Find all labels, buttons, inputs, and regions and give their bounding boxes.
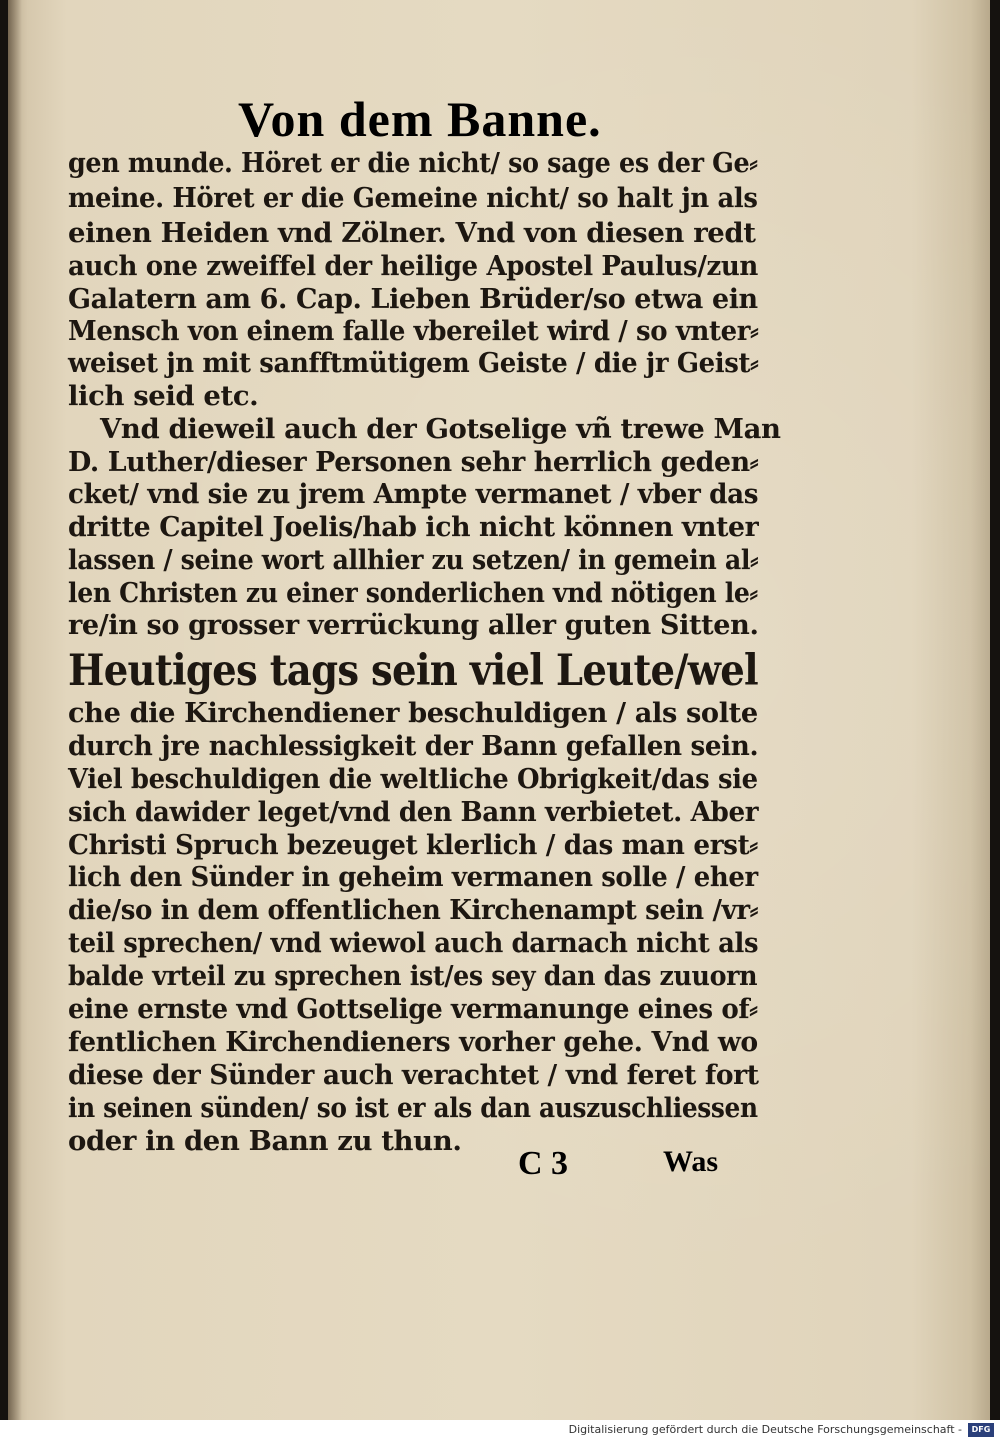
text-line: Mensch von einem falle vbereilet wird / so vnter⸗ [68,315,759,347]
text-line: die/so in dem offentlichen Kirchenampt sein /vr⸗ [68,894,759,926]
running-head: Von dem Banne. [238,91,602,147]
text-line: D. Luther/dieser Personen sehr herrlich geden⸗ [68,446,759,478]
text-line: Viel beschuldigen die weltliche Obrigkeit/das sie [68,763,758,795]
text-line: Vnd dieweil auch der Gotselige vñ trewe Man [100,413,781,445]
text-line: lassen / seine wort allhier zu setzen/ in gemein al⸗ [68,544,759,576]
text-line: diese der Sünder auch verachtet / vnd feret fort [68,1059,759,1091]
text-line: teil sprechen/ vnd wiewol auch darnach nicht als [68,927,759,959]
text-line: lich den Sünder in geheim vermanen solle / eher [68,861,758,893]
section-heading-line: Heutiges tags sein viel Leute/wel [68,646,759,696]
text-line: in seinen sünden/ so ist er als dan auszuschliessen [68,1092,758,1124]
text-line: Galatern am 6. Cap. Lieben Brüder/so etwa ein [68,283,758,315]
text-line: che die Kirchendiener beschuldigen / als solte [68,697,758,729]
text-line: meine. Höret er die Gemeine nicht/ so halt jn als [68,182,758,214]
text-line: cket/ vnd sie zu jrem Ampte vermanet / vber das [68,478,759,510]
dfg-logo-icon: DFG [968,1423,994,1437]
text-line: dritte Capitel Joelis/hab ich nicht können vnter [68,511,759,543]
text-line: sich dawider leget/vnd den Bann verbietet. Aber [68,796,759,828]
text-line: balde vrteil zu sprechen ist/es sey dan das zuuorn [68,960,758,992]
text-line: einen Heiden vnd Zölner. Vnd von diesen redt [68,217,756,249]
text-line: weiset jn mit sanfftmütigem Geiste / die jr Geist⸗ [68,347,759,379]
text-line: re/in so grosser verrückung aller guten Sitten. [68,609,759,641]
book-page [8,0,990,1420]
text-line: durch jre nachlessigkeit der Bann gefallen sein. [68,730,759,762]
page-gutter-shadow [8,0,22,1420]
text-line: fentlichen Kirchendieners vorher gehe. Vnd wo [68,1026,758,1058]
text-line: len Christen zu einer sonderlichen vnd nötigen le⸗ [68,577,758,609]
text-line: lich seid etc. [68,380,259,412]
funding-credit: Digitalisierung gefördert durch die Deutsche Forschungsgemeinschaft - [568,1423,962,1436]
text-line: gen munde. Höret er die nicht/ so sage es der Ge⸗ [68,147,758,179]
footer-bar [0,1420,1000,1441]
text-line: oder in den Bann zu thun. [68,1125,462,1157]
catchword: Was [663,1145,719,1178]
text-line: eine ernste vnd Gottselige vermanunge eines of⸗ [68,993,758,1025]
signature-mark: C 3 [518,1145,569,1182]
text-line: Christi Spruch bezeuget klerlich / das man erst⸗ [68,829,758,861]
text-line: auch one zweiffel der heilige Apostel Paulus/zun [68,250,758,282]
